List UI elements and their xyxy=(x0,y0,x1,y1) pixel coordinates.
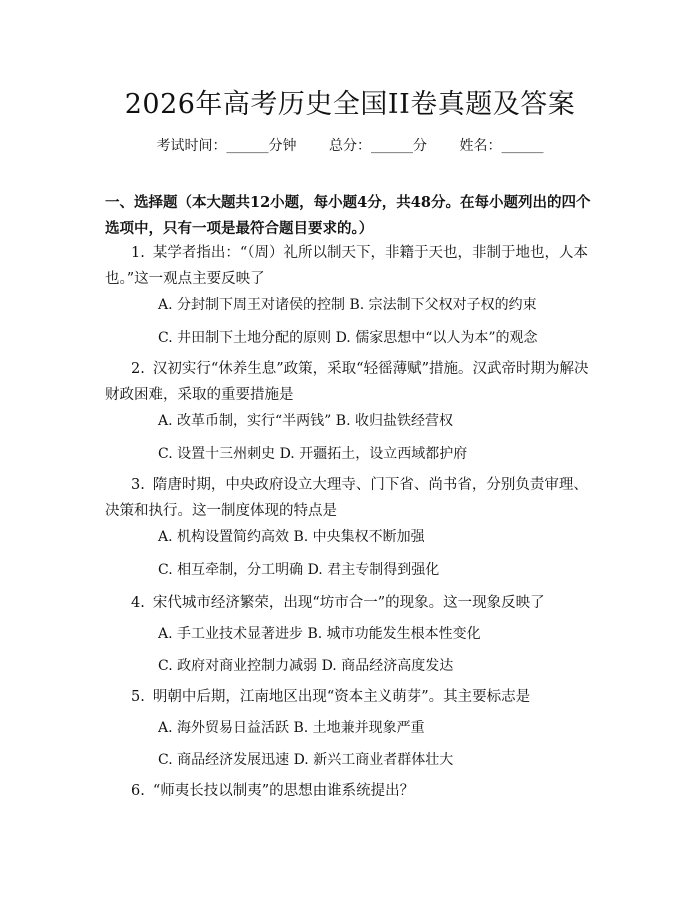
question-4 xyxy=(105,590,595,616)
question-1-options-row-1: A. 分封制下周王对诸侯的控制 B. 宗法制下父权对子权的约束 xyxy=(158,297,537,313)
question-text: 某学者指出：“（周）礼所以制天下，非籍于天也，非制于地也，人本也。”这一观点主要反映了 xyxy=(105,245,589,287)
exam-time-label: 考试时间：______分钟 xyxy=(156,138,297,154)
question-5-options-row-1: A. 海外贸易日益活跃 B. 土地兼并现象严重 xyxy=(158,720,425,736)
exam-meta xyxy=(0,135,700,155)
question-3-options-row-1: A. 机构设置简约高效 B. 中央集权不断加强 xyxy=(158,529,425,545)
question-number: 6. xyxy=(131,783,145,799)
total-score-label: 总分：______分 xyxy=(329,138,427,154)
question-number: 4. xyxy=(131,595,145,611)
question-6 xyxy=(105,778,595,804)
question-text: 隋唐时期，中央政府设立大理寺、门下省、尚书省，分别负责审理、决策和执行。这一制度体现的特点是 xyxy=(105,477,588,519)
question-2-options-row-2: C. 设置十三州刺史 D. 开疆拓土，设立西域都护府 xyxy=(158,446,468,462)
page-title: 2026年高考历史全国II卷真题及答案 xyxy=(124,89,576,120)
question-4-options-row-2: C. 政府对商业控制力减弱 D. 商品经济高度发达 xyxy=(158,658,454,674)
section-heading: 一、选择题（本大题共12小题，每小题4分，共48分。在每小题列出的四个选项中，只有一项是最符合题目要求的。） xyxy=(105,194,591,237)
question-5-options-row-2: C. 商品经济发展迅速 D. 新兴工商业者群体壮大 xyxy=(158,752,454,768)
question-5 xyxy=(105,684,595,710)
question-1 xyxy=(105,240,595,292)
question-text: 汉初实行“休养生息”政策，采取“轻徭薄赋”措施。汉武帝时期为解决财政困难，采取的重要措施是 xyxy=(105,361,589,403)
question-1-options-row-2: C. 井田制下土地分配的原则 D. 儒家思想中“以人为本”的观念 xyxy=(158,330,538,346)
question-number: 5. xyxy=(131,689,145,705)
question-text: 明朝中后期，江南地区出现“资本主义萌芽”。其主要标志是 xyxy=(152,689,531,705)
question-number: 1. xyxy=(131,245,145,261)
name-label: 姓名：______ xyxy=(459,138,544,154)
question-number: 2. xyxy=(131,361,145,377)
question-2 xyxy=(105,356,595,408)
question-number: 3. xyxy=(131,477,145,493)
question-text: “师夷长技以制夷”的思想由谁系统提出？ xyxy=(152,783,415,799)
question-3-options-row-2: C. 相互牵制，分工明确 D. 君主专制得到强化 xyxy=(158,562,440,578)
question-2-options-row-1: A. 改革币制，实行“半两钱” B. 收归盐铁经营权 xyxy=(158,413,453,429)
question-4-options-row-1: A. 手工业技术显著进步 B. 城市功能发生根本性变化 xyxy=(158,626,481,642)
question-text: 宋代城市经济繁荣，出现“坊市合一”的现象。这一现象反映了 xyxy=(152,595,545,611)
question-3 xyxy=(105,472,595,524)
